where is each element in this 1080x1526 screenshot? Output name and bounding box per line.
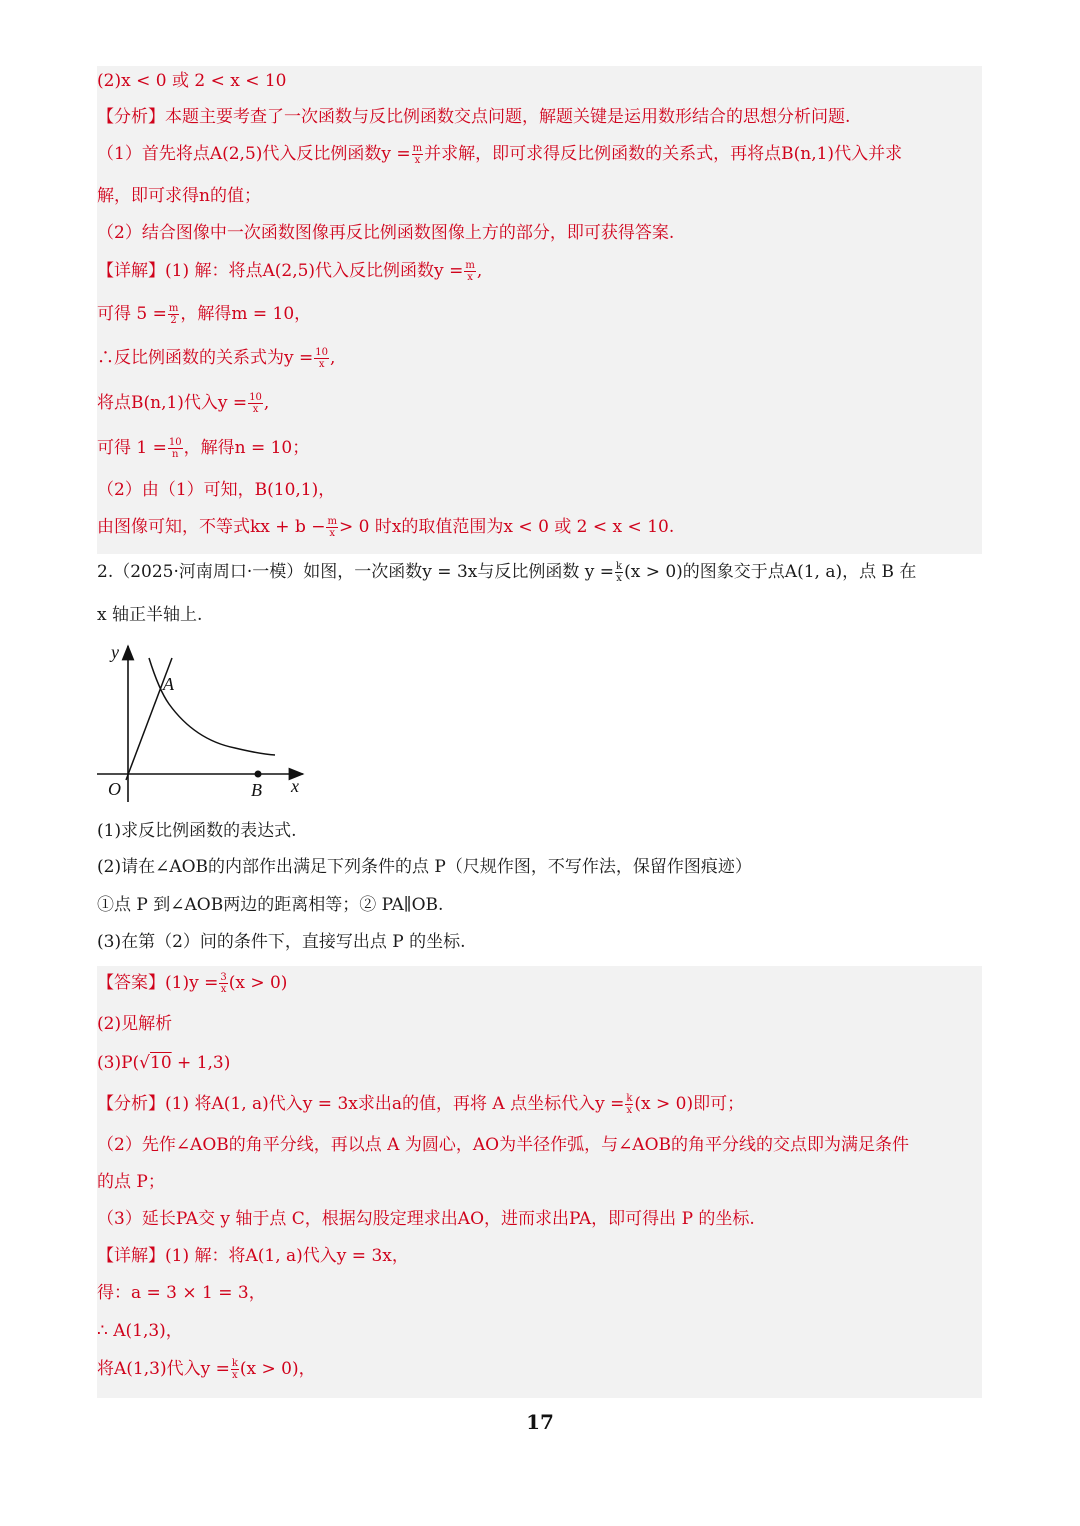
- answer-1-detail: 【详解】(1) 解：将点A(2,5)代入反比例函数y = $\frac{m}{x}$ ,: [97, 260, 483, 283]
- question-2-part-1: (1)求反比例函数的表达式.: [97, 821, 297, 841]
- answer-1-analysis: 【分析】本题主要考查了一次函数与反比例函数交点问题，解题关键是运用数形结合的思想分析问题.: [97, 107, 851, 127]
- question-2-part-2: (2)请在∠AOB的内部作出满足下列条件的点 P（尺规作图，不写作法，保留作图痕迹）: [97, 857, 752, 877]
- answer-1-line-7: 可得 5 = $\frac{m}{2}$ ，解得m = 10，: [97, 303, 312, 326]
- answer-2-answer: 【答案】(1)y = $\frac{3}{x}$ (x > 0): [97, 972, 288, 995]
- answer-1-line-5: （2）结合图像中一次函数图像再反比例函数图像上方的部分，即可获得答案.: [97, 223, 675, 243]
- answer-1-line-4: 解，即可求得n的值；: [97, 186, 261, 206]
- answer-2-line-5: （2）先作∠AOB的角平分线，再以点 A 为圆心，AO为半径作弧，与∠AOB的角平分线的交点即为满足条件: [97, 1135, 910, 1155]
- point-b-dot: [255, 771, 262, 778]
- page-number: 17: [526, 1410, 554, 1434]
- origin-label: O: [108, 779, 121, 799]
- answer-1-line-3: （1）首先将点A(2,5)代入反比例函数y = $\frac{m}{x}$ 并求解，即可求得反比例函数的关系式，再将点B(n,1)代入并求: [97, 143, 903, 166]
- answer-2-line-7: （3）延长PA交 y 轴于点 C，根据勾股定理求出AO，进而求出PA，即可得出 P 的坐标.: [97, 1209, 755, 1229]
- answer-1-line-11: （2）由（1）可知，B(10,1)，: [97, 480, 336, 500]
- answer-2-line-11: 将A(1,3)代入y = $\frac{k}{x}$ (x > 0)，: [97, 1358, 316, 1381]
- answer-1-line-10: 可得 1 = $\frac{10}{n}$ ，解得n = 10；: [97, 437, 310, 460]
- answer-2-analysis: 【分析】(1) 将A(1, a)代入y = 3x求出a的值，再将 A 点坐标代入y = $\frac{k}{x}$ (x > 0)即可；: [97, 1093, 745, 1116]
- question-2-conditions: ①点 P 到∠AOB两边的距离相等；② PA∥OB.: [97, 895, 444, 915]
- answer-2-line-9: 得：a = 3 × 1 = 3，: [97, 1283, 266, 1303]
- question-2-stem-2: x 轴正半轴上.: [97, 605, 203, 625]
- y-axis-label: y: [111, 642, 119, 662]
- question-2-part-3: (3)在第（2）问的条件下，直接写出点 P 的坐标.: [97, 932, 466, 952]
- answer-2-line-10: ∴ A(1,3)，: [97, 1321, 183, 1341]
- answer-1-line-1: (2)x < 0 或 2 < x < 10: [97, 71, 287, 91]
- answer-2-line-3: (3)P(√10 + 1,3): [97, 1053, 231, 1073]
- answer-2-line-2: (2)见解析: [97, 1014, 173, 1034]
- answer-1-line-9: 将点B(n,1)代入y = $\frac{10}{x}$ ,: [97, 392, 270, 415]
- answer-1-line-12: 由图像可知，不等式kx + b − $\frac{m}{x}$ > 0 时x的取值范围为x < 0 或 2 < x < 10.: [97, 516, 675, 539]
- answer-1-line-8: ∴反比例函数的关系式为y = $\frac{10}{x}$ ,: [97, 347, 336, 370]
- question-2-stem: 2.（2025·河南周口·一模）如图，一次函数y = 3x与反比例函数 y = $\frac{k}{x}$ (x > 0)的图象交于点A(1, a)，点 B 在: [97, 561, 917, 584]
- function-graph-figure: [95, 640, 310, 805]
- inverse-function-curve: [149, 658, 275, 755]
- point-b-label: B: [251, 780, 262, 800]
- answer-2-line-6: 的点 P；: [97, 1172, 165, 1192]
- x-axis-label: x: [291, 776, 299, 796]
- point-a-label: A: [163, 674, 174, 694]
- answer-2-detail: 【详解】(1) 解：将A(1, a)代入y = 3x，: [97, 1246, 409, 1266]
